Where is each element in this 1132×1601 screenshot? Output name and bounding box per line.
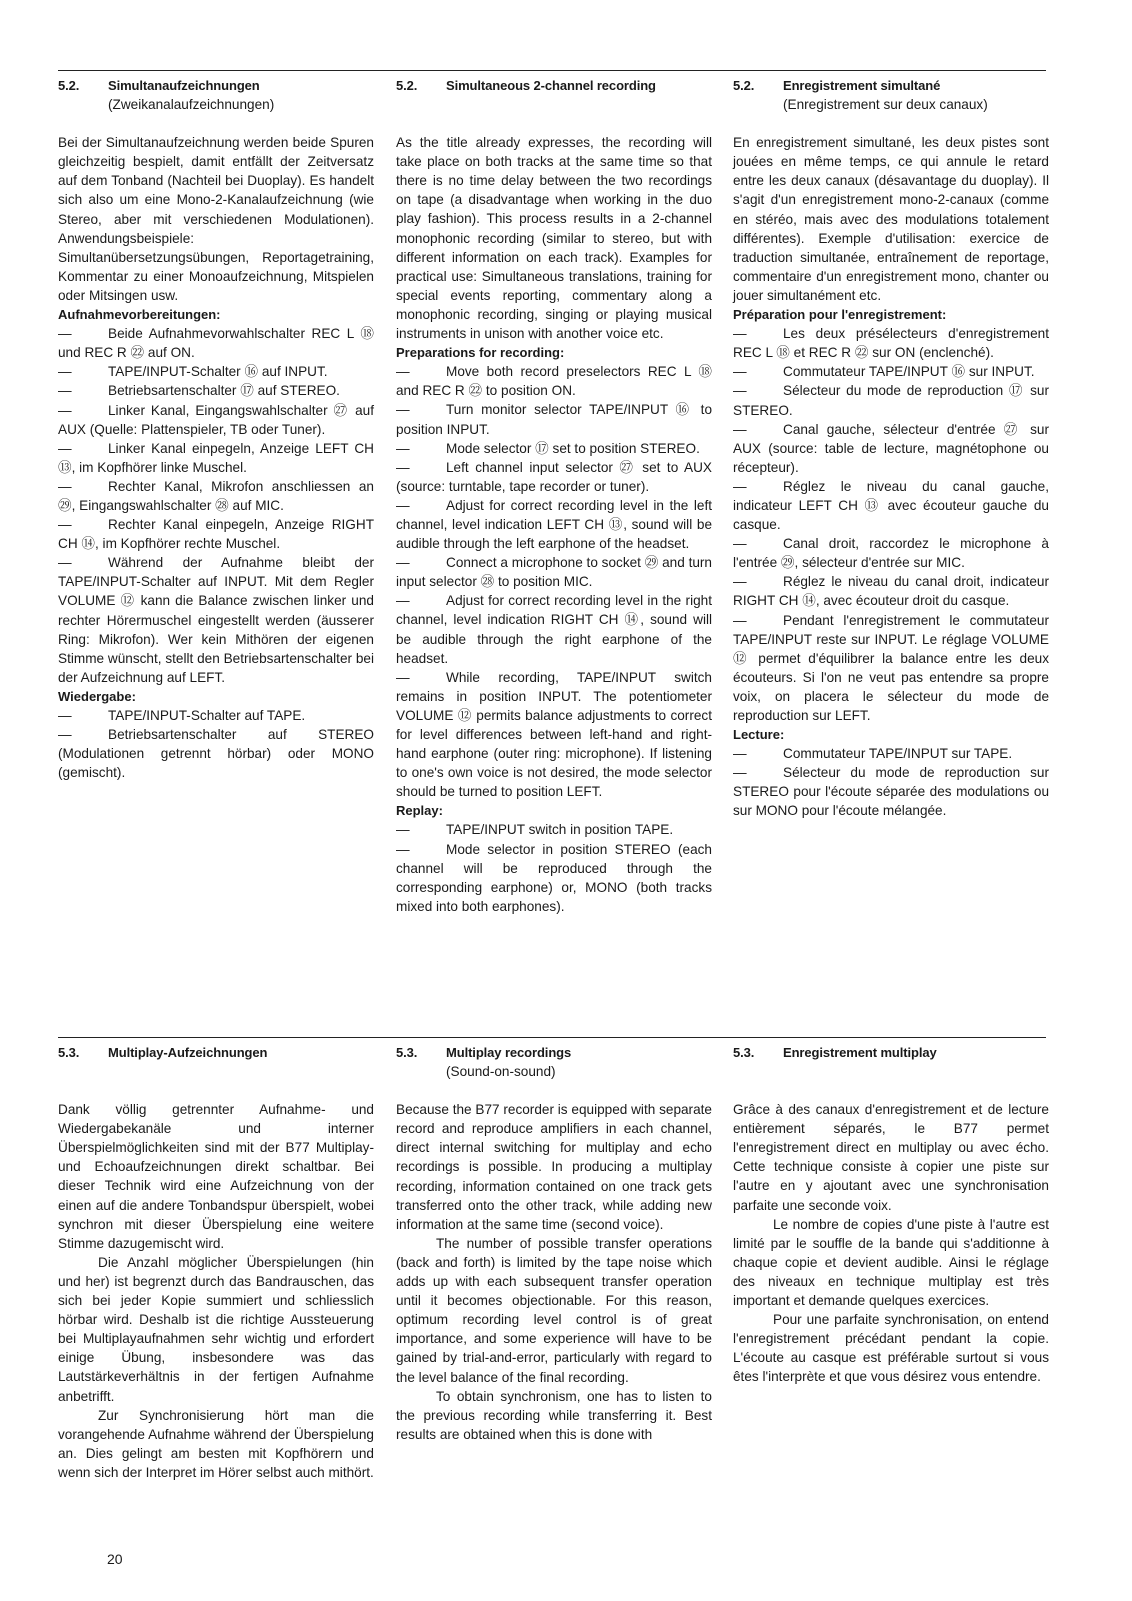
instruction-item: — Adjust for correct recording level in the right channel, level indication RIGHT CH ⑭, sound will be audible through the right earphone of the headset.	[396, 591, 712, 667]
top-section-de	[58, 76, 374, 782]
spacer	[58, 1081, 374, 1100]
paragraph: Le nombre de copies d'une piste à l'autre est limité par le souffle de la bande qui s'additionne à chaque copie et devient audible. Ainsi le réglage des niveaux en technique multiplay est très important et demande quelques exercices.	[733, 1216, 1049, 1309]
section-subtitle: (Zweikanalaufzeichnungen)	[108, 97, 275, 113]
instruction-item: — While recording, TAPE/INPUT switch remains in position INPUT. The potentiometer VOLUME ⑫ permits balance adjustments to correct for level differences between left-hand and right-hand earphone (outer ring: microphone). If listening to one's own voice is not desired, the mode selector should be turned to position LEFT.	[396, 668, 712, 802]
intro-paragraph: As the title already expresses, the recording will take place on both tracks at the same time so that there is no time delay between the two recordings on tape (a disadvantage when working in the duo play fashion). This process results in a 2-channel monophonic recording (similar to stereo, but with different information on each track). Examples for practical use: Simultaneous translations, training for special events reporting, commentary along a monophonic recording, singing or playing musical instruments in unison with another voice etc.	[396, 135, 712, 342]
section-heading	[396, 1043, 712, 1062]
subheading-replay: Lecture:	[733, 727, 785, 743]
section-title: Simultaneous 2-channel recording	[446, 78, 656, 93]
section-title: Enregistrement simultané	[783, 78, 941, 93]
instruction-item: — Beide Aufnahmevorwahlschalter REC L ⑱ und REC R ㉒ auf ON.	[58, 324, 374, 362]
instruction-item: — Move both record preselectors REC L ⑱ and REC R ㉒ to position ON.	[396, 362, 712, 400]
paragraph: Zur Synchronisierung hört man die vorangehende Aufnahme während der Überspielung an. Dies gelingt am besten mit Kopfhörern und wenn sich der Interpret im Hörer selbst auch mithört.	[58, 1407, 374, 1480]
spacer	[396, 95, 712, 114]
subheading-preparation: Préparation pour l'enregistrement:	[733, 307, 947, 323]
paragraph: Die Anzahl möglicher Überspielungen (hin und her) ist begrenzt durch das Bandrauschen, das sich bei jeder Kopie summiert und schliesslich hörbar wird. Deshalb ist die richtige Aussteuerung bei Multiplayaufnahmen sehr wichtig und erfordert einige Übung, insbesondere was das Lautstärkeverhältnis in der fertigen Aufnahme anbetrifft.	[58, 1254, 374, 1404]
intro-paragraph: Bei der Simultanaufzeichnung werden beide Spuren gleichzeitig bespielt, damit entfällt der Zeitversatz auf dem Tonband (Nachteil bei Duoplay). Es handelt sich also um eine Mono-2-Kanalaufzeichnung (wie Stereo, aber mit verschiedenen Modulationen). Anwendungsbeispiele: Simultanübersetzungsübungen, Reportagetraining, Kommentar zu einer Monoaufzeichnung, Mitspielen oder Mitsingen usw.	[58, 135, 374, 303]
instruction-item: — Betriebsartenschalter ⑰ auf STEREO.	[58, 381, 374, 400]
spacer	[58, 1062, 374, 1081]
subheading-replay: Wiedergabe:	[58, 688, 136, 704]
instruction-item: — Commutateur TAPE/INPUT ⑯ sur INPUT.	[733, 362, 1049, 381]
section-title: Simultanaufzeichnungen	[108, 78, 260, 93]
instruction-item: — Rechter Kanal einpegeln, Anzeige RIGHT CH ⑭, im Kopfhörer rechte Muschel.	[58, 515, 374, 553]
spacer	[396, 114, 712, 133]
instruction-item: — Canal gauche, sélecteur d'entrée ㉗ sur AUX (source: table de lecture, magnétophone ou récepteur).	[733, 420, 1049, 477]
section-number: 5.3.	[396, 1045, 418, 1060]
spacer	[733, 1081, 1049, 1100]
bottom-section-en	[396, 1043, 712, 1444]
section-subtitle: (Sound-on-sound)	[446, 1064, 556, 1080]
section-subtitle: (Enregistrement sur deux canaux)	[783, 97, 988, 113]
section-heading	[733, 1043, 1049, 1062]
instruction-item: — Réglez le niveau du canal droit, indicateur RIGHT CH ⑭, avec écouteur droit du casque.	[733, 572, 1049, 610]
spacer	[58, 114, 374, 133]
instruction-item: — Connect a microphone to socket ㉙ and turn input selector ㉘ to position MIC.	[396, 553, 712, 591]
subheading-preparation: Preparations for recording:	[396, 345, 565, 361]
instruction-item: — Les deux présélecteurs d'enregistrement REC L ⑱ et REC R ㉒ sur ON (enclenché).	[733, 324, 1049, 362]
instruction-item: — Betriebsartenschalter auf STEREO (Modulationen getrennt hörbar) oder MONO (gemischt).	[58, 725, 374, 782]
top-section-fr	[733, 76, 1049, 821]
spacer	[733, 114, 1049, 133]
instruction-item: — Réglez le niveau du canal gauche, indicateur LEFT CH ⑬ avec écouteur gauche du casque.	[733, 477, 1049, 534]
section-heading	[58, 76, 374, 95]
spacer	[733, 1062, 1049, 1081]
instruction-item: — Linker Kanal einpegeln, Anzeige LEFT CH ⑬, im Kopfhörer linke Muschel.	[58, 439, 374, 477]
instruction-item: — Pendant l'enregistrement le commutateur TAPE/INPUT reste sur INPUT. Le réglage VOLUME ⑫ permet d'équilibrer la balance entre les deux écouteurs. Si l'on ne veut pas entendre sa propre voix, on placera le sélecteur du mode de reproduction sur LEFT.	[733, 611, 1049, 726]
bottom-section-de	[58, 1043, 374, 1482]
instruction-item: — TAPE/INPUT-Schalter auf TAPE.	[58, 706, 374, 725]
instruction-item: — Adjust for correct recording level in the left channel, level indication LEFT CH ⑬, sound will be audible through the left earphone of the headset.	[396, 496, 712, 553]
section-number: 5.2.	[396, 78, 418, 93]
instruction-item: — Sélecteur du mode de reproduction ⑰ sur STEREO.	[733, 381, 1049, 419]
subheading-replay: Replay:	[396, 803, 443, 819]
instruction-item: — Commutateur TAPE/INPUT sur TAPE.	[733, 744, 1049, 763]
section-number: 5.3.	[733, 1045, 755, 1060]
section-heading	[733, 76, 1049, 95]
paragraph: The number of possible transfer operations (back and forth) is limited by the tape noise which adds up with each subsequent transfer operation until it becomes objectionable. For this reason, optimum recording level control is of great importance, and some experience will have to be gained by trial-and-error, particularly with regard to the level balance of the final recording.	[396, 1235, 712, 1385]
subheading-preparation: Aufnahmevorbereitungen:	[58, 307, 221, 323]
section-number: 5.2.	[58, 78, 80, 93]
paragraph: Dank völlig getrennter Aufnahme- und Wiedergabekanäle und interner Überspielmöglichkeiten sind mit der B77 Multiplay- und Echoaufzeichnungen direkt schaltbar. Bei dieser Technik wird eine Aufzeichnung von der einen auf die andere Tonbandspur überspielt, wobei synchron mit dieser Überspielung eine weitere Stimme dazugemischt wird.	[58, 1102, 374, 1251]
paragraph: To obtain synchronism, one has to listen to the previous recording while transferring it. Best results are obtained when this is done with	[396, 1388, 712, 1442]
instruction-item: — Canal droit, raccordez le microphone à l'entrée ㉙, sélecteur d'entrée sur MIC.	[733, 534, 1049, 572]
page-number: 20	[107, 1551, 123, 1567]
paragraph: Because the B77 recorder is equipped with separate record and reproduce amplifiers in each channel, direct internal switching for multiplay and echo recordings is possible. In producing a multiplay recording, information contained on one track gets transferred onto the other track, while adding new information at the same time (second voice).	[396, 1102, 712, 1232]
intro-paragraph: En enregistrement simultané, les deux pistes sont jouées en même temps, ce qui annule le retard entre les deux canaux (désavantage du duoplay). Il s'agit d'un enregistrement mono-2-canaux (comme en stéréo, mais avec des modulations totalement différentes). Exemple d'utilisation: exercice de traduction simultanée, entraînement de reportage, commentaire d'un enregistrement mono, chanter ou jouer simultanément etc.	[733, 135, 1049, 303]
section-title: Multiplay-Aufzeichnungen	[108, 1045, 268, 1060]
paragraph: Pour une parfaite synchronisation, on entend l'enregistrement précédant pendant la copie. L'écoute au casque est préférable surtout si vous êtes l'interprète et que vous désirez vous entendre.	[733, 1312, 1049, 1385]
instruction-item: — Mode selector in position STEREO (each channel will be reproduced through the corresponding earphone) or, MONO (both tracks mixed into both earphones).	[396, 840, 712, 916]
section-heading	[396, 76, 712, 95]
instruction-item: — Mode selector ⑰ set to position STEREO.	[396, 439, 712, 458]
instruction-item: — TAPE/INPUT switch in position TAPE.	[396, 820, 712, 839]
instruction-item: — Linker Kanal, Eingangswahlschalter ㉗ auf AUX (Quelle: Plattenspieler, TB oder Tuner).	[58, 401, 374, 439]
instruction-item: — Während der Aufnahme bleibt der TAPE/INPUT-Schalter auf INPUT. Mit dem Regler VOLUME ⑫ kann die Balance zwischen linker und rechter Hörermuschel eingestellt werden (äusserer Ring: Mikrofon). Wer kein Mithören der eigenen Stimme wünscht, stellt den Betriebsartenschalter bei der Aufzeichnung auf LEFT.	[58, 553, 374, 687]
section-number: 5.2.	[733, 78, 755, 93]
section-heading	[58, 1043, 374, 1062]
instruction-item: — Left channel input selector ㉗ set to AUX (source: turntable, tape recorder or tuner).	[396, 458, 712, 496]
top-rule	[58, 70, 1046, 71]
instruction-item: — Rechter Kanal, Mikrofon anschliessen an ㉙, Eingangswahlschalter ㉘ auf MIC.	[58, 477, 374, 515]
middle-rule	[58, 1037, 1046, 1038]
top-section-en	[396, 76, 712, 916]
instruction-item: — Turn monitor selector TAPE/INPUT ⑯ to position INPUT.	[396, 400, 712, 438]
section-number: 5.3.	[58, 1045, 80, 1060]
spacer	[396, 1081, 712, 1100]
paragraph: Grâce à des canaux d'enregistrement et de lecture entièrement séparés, le B77 permet l'enregistrement direct en multiplay ou avec écho. Cette technique consiste à copier une piste sur l'autre en y ajoutant avec une synchronisation parfaite une seconde voix.	[733, 1102, 1049, 1213]
section-title: Enregistrement multiplay	[783, 1045, 937, 1060]
section-title: Multiplay recordings	[446, 1045, 572, 1060]
instruction-item: — TAPE/INPUT-Schalter ⑯ auf INPUT.	[58, 362, 374, 381]
instruction-item: — Sélecteur du mode de reproduction sur STEREO pour l'écoute séparée des modulations ou sur MONO pour l'écoute mélangée.	[733, 763, 1049, 820]
bottom-section-fr	[733, 1043, 1049, 1387]
